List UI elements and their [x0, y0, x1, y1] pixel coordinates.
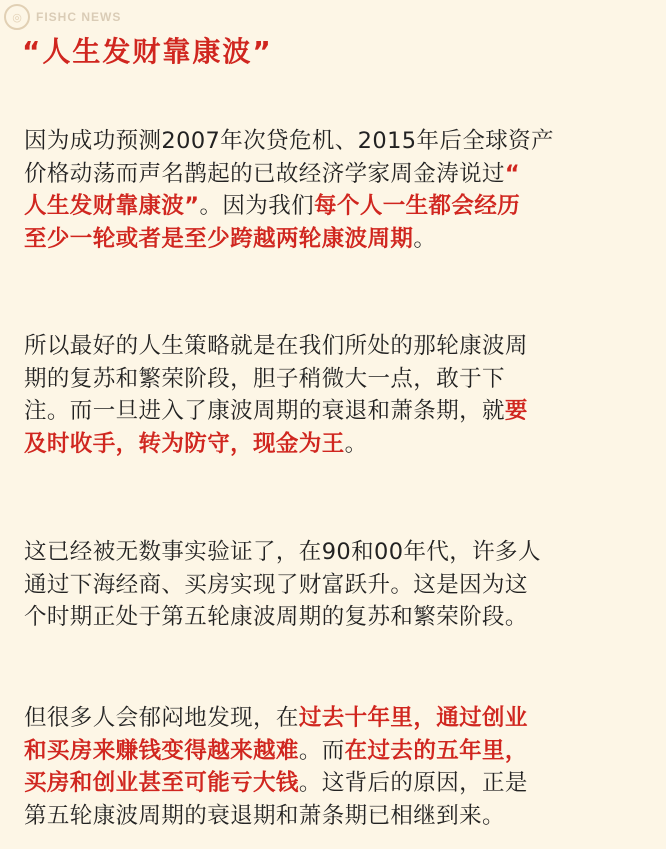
text-line [24, 330, 644, 363]
highlighted-text: 要 [504, 398, 528, 424]
highlighted-text: “ [504, 160, 521, 187]
text-line [24, 363, 644, 396]
body-text: 这已经被无数事实验证了，在90和00年代，许多人 [24, 539, 541, 565]
text-line [24, 158, 644, 191]
highlighted-text: 在过去的五年里， [344, 737, 528, 764]
body-text: 个时期正处于第五轮康波周期的复苏和繁荣阶段。 [24, 604, 528, 630]
watermark-text: FISHC NEWS [36, 10, 122, 24]
body-text: 所以最好的人生策略就是在我们所处的那轮康波周 [24, 333, 528, 359]
body-text: 价格动荡而声名鹊起的已故经济学家周金涛说过 [24, 160, 505, 187]
body-text: 通过下海经商、买房实现了财富跃升。这是因为这 [24, 571, 528, 598]
paragraph-3 [24, 536, 644, 634]
paragraph-2 [24, 330, 644, 460]
highlighted-text: 和买房来赚钱变得越来越难 [24, 737, 299, 764]
body-text: 期的复苏和繁荣阶段，胆子稍微大一点，敢于下 [24, 365, 505, 392]
text-line [24, 800, 644, 833]
highlighted-text: 人生发财靠康波” [24, 193, 200, 219]
highlighted-text: 每个人一生都会经历 [314, 193, 521, 219]
highlighted-text: 及时收手，转为防守，现金为王 [24, 430, 345, 457]
body-text: 。 [413, 225, 437, 252]
highlighted-text: 过去十年里，通过创业 [298, 705, 528, 731]
text-line [24, 223, 644, 256]
text-line [24, 536, 644, 569]
text-line [24, 735, 644, 768]
article-title: “人生发财靠康波” [22, 35, 273, 68]
body-text: 注。而一旦进入了康波周期的衰退和萧条期，就 [24, 398, 505, 424]
text-line [24, 601, 644, 634]
fishc-logo-icon: ◎ [4, 4, 30, 30]
text-line [24, 767, 644, 800]
watermark [4, 4, 121, 30]
paragraph-4 [24, 702, 644, 832]
text-line [24, 569, 644, 602]
highlighted-text: 买房和创业甚至可能亏大钱 [24, 770, 299, 796]
text-line [24, 702, 644, 735]
text-line [24, 125, 644, 158]
highlighted-text: 至少一轮或者是至少跨越两轮康波周期 [24, 225, 414, 252]
text-line [24, 190, 644, 223]
body-text: 因为成功预测2007年次贷危机、2015年后全球资产 [24, 128, 554, 154]
body-text: 但很多人会郁闷地发现，在 [24, 705, 299, 731]
text-line [24, 395, 644, 428]
body-text: 。这背后的原因，正是 [298, 770, 528, 796]
body-text: 。而 [298, 737, 345, 764]
text-line [24, 428, 644, 461]
body-text: 第五轮康波周期的衰退期和萧条期已相继到来。 [24, 802, 505, 829]
paragraph-1 [24, 125, 644, 255]
body-text: 。因为我们 [199, 193, 315, 219]
body-text: 。 [344, 430, 368, 457]
